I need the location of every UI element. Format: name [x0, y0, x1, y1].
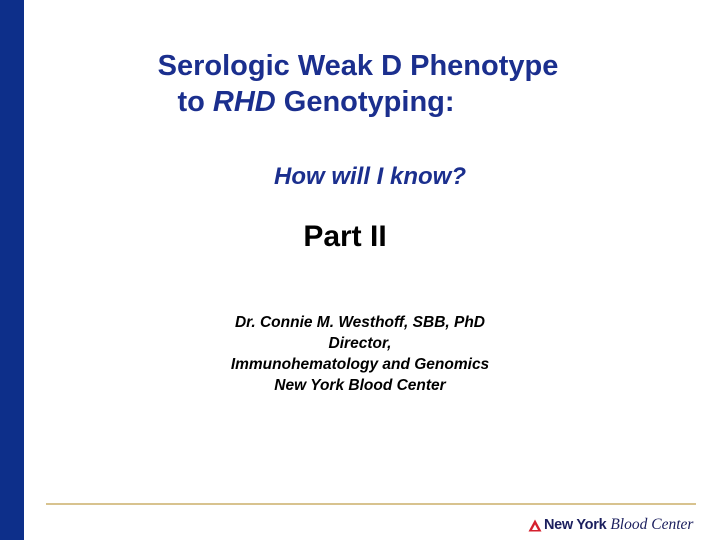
title-line-2	[46, 84, 586, 120]
author-name: Dr. Connie M. Westhoff, SBB, PhD	[234, 314, 486, 331]
author-department: Immunohematology and Genomics	[230, 356, 490, 373]
logo-name-italic: Blood Center	[610, 516, 694, 533]
blood-drop-triangle-icon	[528, 519, 542, 532]
author-role: Director,	[328, 335, 392, 352]
title-line-1: Serologic Weak D Phenotype	[157, 50, 559, 82]
subtitle: How will I know?	[274, 163, 466, 190]
nybc-logo	[528, 514, 693, 536]
logo-name-bold: New York	[544, 517, 607, 533]
title-line-2-suffix: Genotyping:	[275, 86, 455, 118]
part-label: Part II	[303, 220, 387, 253]
title-line-2-prefix: to	[177, 86, 213, 118]
author-block	[180, 312, 540, 396]
footer-divider	[46, 503, 696, 505]
author-organization: New York Blood Center	[274, 377, 446, 394]
title-gene-name: RHD	[212, 86, 276, 118]
left-accent-bar	[0, 0, 24, 540]
